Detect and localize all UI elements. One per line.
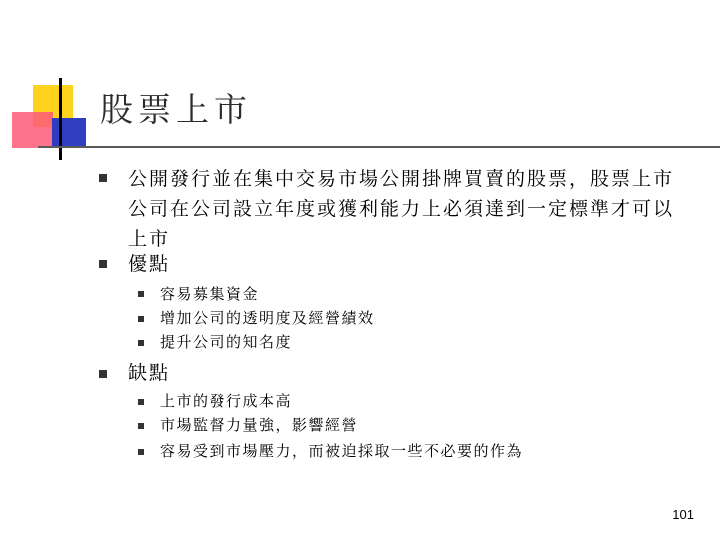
bullet-text: 優點 (128, 253, 171, 275)
sub-bullet-text: 容易受到市場壓力，而被迫採取一些不必要的作為 (160, 442, 524, 460)
sub-bullet-square-icon (138, 291, 144, 297)
sub-bullet-text: 增加公司的透明度及經營績效 (160, 309, 375, 327)
bullet-square-icon (99, 260, 107, 268)
sub-bullet-text: 市場監督力量強，影響經營 (160, 416, 359, 434)
sub-bullet-square-icon (138, 423, 144, 429)
page-number: 101 (672, 507, 694, 522)
sub-bullet-text: 提升公司的知名度 (160, 333, 293, 351)
sub-bullet-text: 容易募集資金 (160, 285, 260, 303)
sub-bullet-square-icon (138, 316, 144, 322)
bullet-text: 缺點 (128, 362, 171, 384)
slide-title: 股票上市 (100, 90, 252, 129)
decor-red-square (12, 112, 53, 148)
sub-bullet-text: 上市的發行成本高 (160, 392, 293, 410)
bullet-text: 公開發行並在集中交易市場公開掛牌買賣的股票，股票上市公司在公司設立年度或獲利能力上必須達到一定標準才可以上市 (128, 168, 675, 250)
decor-blue-square (52, 118, 86, 148)
bullet-square-icon (99, 370, 107, 378)
sub-bullet-square-icon (138, 449, 144, 455)
title-underline (38, 146, 720, 148)
bullet-square-icon (99, 174, 107, 182)
sub-bullet-square-icon (138, 340, 144, 346)
sub-bullet-square-icon (138, 399, 144, 405)
